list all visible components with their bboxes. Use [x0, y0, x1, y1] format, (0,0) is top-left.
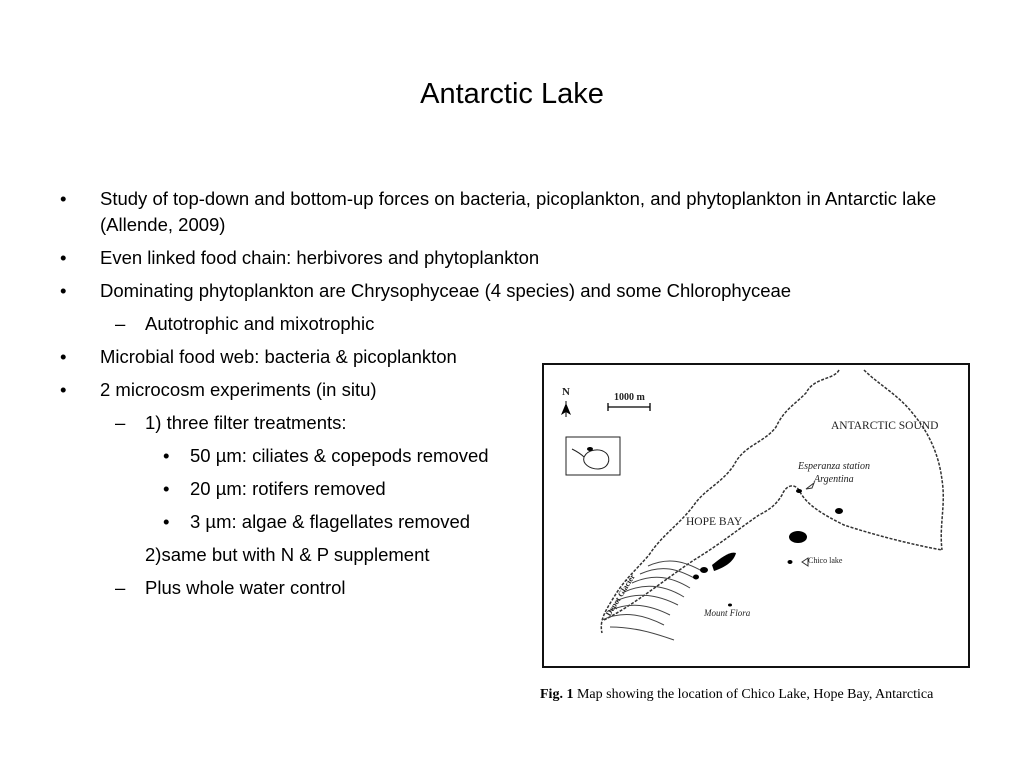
bullet-text: 3 µm: algae & flagellates removed [190, 511, 471, 532]
scale-bar [608, 403, 650, 411]
bullet-marker: • [60, 247, 67, 268]
bullet-text: Dominating phytoplankton are Chrysophyceae (4 species) and some Chlorophyceae [100, 280, 792, 301]
mount-flora-label: Mount Flora [704, 608, 751, 618]
bullet-marker: • [163, 511, 170, 532]
station-marker [806, 483, 814, 489]
caption-label: Fig. 1 [540, 687, 574, 702]
slide-title: Antarctic Lake [420, 78, 604, 110]
bullet-item [60, 245, 940, 271]
coastline [864, 370, 943, 550]
hope-bay-label: HOPE BAY [686, 516, 743, 528]
bullet-text: 1) three filter treatments: [145, 412, 347, 433]
figure-caption [540, 686, 972, 704]
esperanza-label: Esperanza station [798, 461, 870, 472]
bullet-item [60, 186, 940, 238]
inset-map [566, 437, 620, 475]
bullet-marker: • [60, 280, 67, 301]
scale-label: 1000 m [614, 392, 645, 403]
north-label: N [562, 386, 570, 398]
lakes [693, 489, 843, 607]
inset-antarctica [572, 449, 609, 469]
bullet-item [60, 278, 940, 304]
bullet-text: Autotrophic and mixotrophic [145, 313, 375, 334]
antarctic-sound-label: ANTARCTIC SOUND [831, 420, 939, 432]
coastline [604, 486, 942, 620]
bullet-text: 2)same but with N & P supplement [145, 544, 430, 565]
dash-marker: – [115, 577, 126, 598]
bullet-marker: • [60, 346, 67, 367]
bullet-text: 20 µm: rotifers removed [190, 478, 386, 499]
north-arrow-icon [561, 401, 571, 417]
dash-marker: – [115, 412, 126, 433]
map-figure [542, 363, 970, 668]
depot-glacier-label: Depot Glacier [604, 572, 637, 618]
bullet-text: 2 microcosm experiments (in situ) [100, 379, 377, 400]
coastline [601, 370, 839, 633]
bullet-text: Study of top-down and bottom-up forces on bacteria, picoplankton, and phytoplankton in Antarctic lake (Allende, 2009) [100, 188, 937, 235]
bullet-text: Microbial food web: bacteria & picoplankton [100, 346, 457, 367]
chico-lake-label: Chico lake [808, 556, 843, 565]
bullet-marker: • [163, 478, 170, 499]
bullet-marker: • [163, 445, 170, 466]
sub-bullet-item [60, 311, 940, 337]
caption-text: Map showing the location of Chico Lake, Hope Bay, Antarctica [576, 687, 934, 702]
bullet-marker: • [60, 379, 67, 400]
bullet-marker: • [60, 188, 67, 209]
bullet-text: 50 µm: ciliates & copepods removed [190, 445, 489, 466]
dash-marker: – [115, 313, 126, 334]
map-drawing [544, 365, 968, 666]
argentina-label: Argentina [814, 474, 854, 485]
bullet-text: Plus whole water control [145, 577, 346, 598]
bullet-text: Even linked food chain: herbivores and phytoplankton [100, 247, 540, 268]
